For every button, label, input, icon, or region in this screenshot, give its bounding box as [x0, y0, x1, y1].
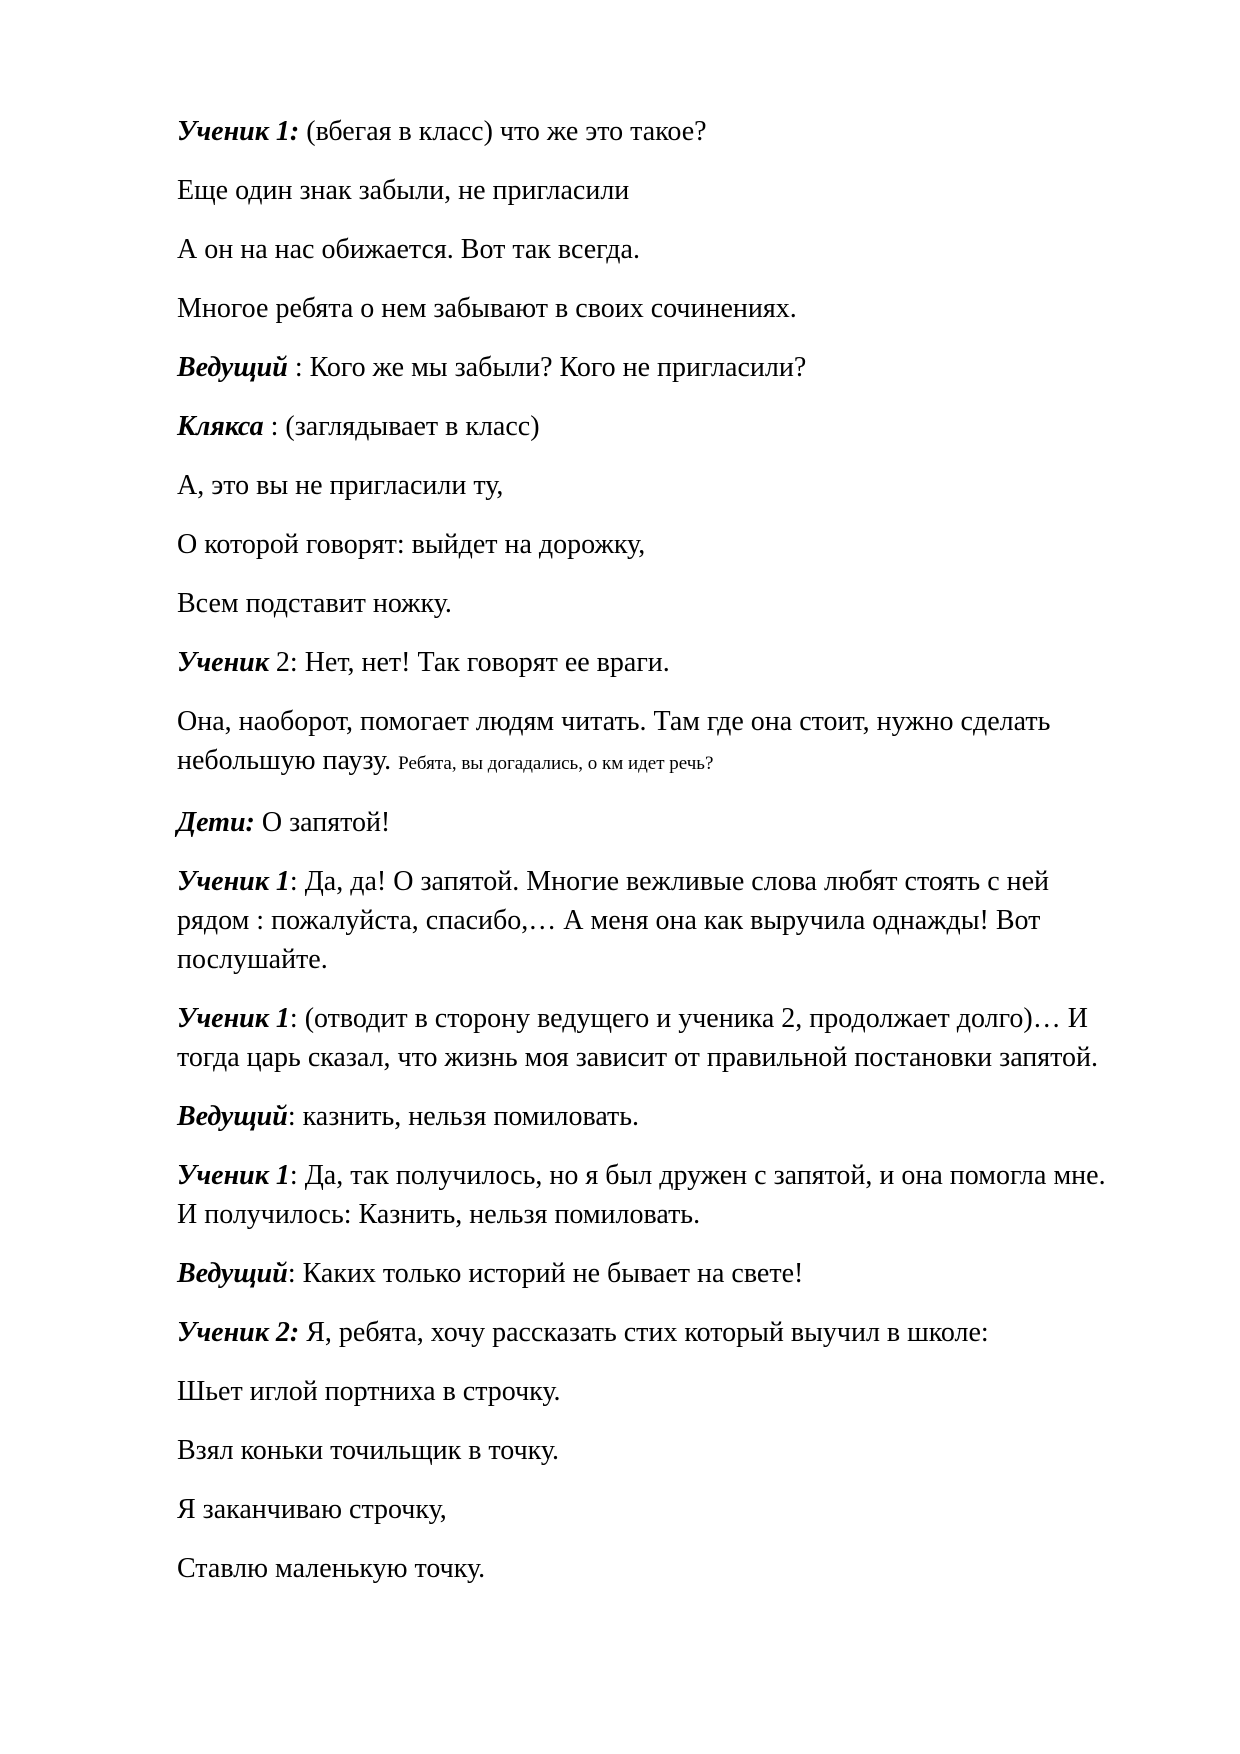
paragraph-text: Всем подставит ножку.	[177, 588, 452, 619]
paragraph-line: : (отводит в сторону ведущего и ученика 2, продолжает долго)… И	[289, 1003, 1088, 1034]
paragraph-text: Многое ребята о нем забывают в своих сочинениях.	[177, 293, 797, 324]
paragraph	[177, 1097, 1167, 1136]
paragraph	[177, 1431, 1167, 1470]
paragraph-text: О запятой!	[254, 807, 391, 838]
speaker-label: Клякса	[177, 411, 264, 442]
paragraph	[177, 289, 1167, 328]
paragraph	[177, 702, 1167, 783]
paragraph-line: тогда царь сказал, что жизнь моя зависит от правильной постановки запятой.	[177, 1042, 1098, 1073]
paragraph	[177, 230, 1167, 269]
paragraph-line: рядом : пожалуйста, спасибо,… А меня она как выручила однажды! Вот	[177, 905, 1041, 936]
paragraph-text: : казнить, нельзя помиловать.	[287, 1101, 640, 1132]
paragraph-text: Взял коньки точильщик в точку.	[177, 1435, 560, 1466]
paragraph-text: О которой говорят: выйдет на дорожку,	[177, 529, 646, 560]
speaker-label: Дети:	[177, 807, 255, 838]
paragraph	[177, 1549, 1167, 1588]
paragraph-text: Еще один знак забыли, не пригласили	[177, 175, 630, 206]
paragraph	[177, 584, 1167, 623]
speaker-label: Ученик 1	[177, 1003, 290, 1034]
speaker-label: Ученик 1:	[177, 116, 300, 147]
paragraph-line: послушайте.	[177, 944, 328, 975]
paragraph	[177, 643, 1167, 682]
speaker-label: Ведущий	[177, 1101, 288, 1132]
paragraph	[177, 803, 1167, 842]
speaker-label: Ведущий	[177, 352, 288, 383]
paragraph	[177, 466, 1167, 505]
paragraph	[177, 407, 1167, 446]
speaker-label: Ученик 2:	[177, 1317, 300, 1348]
paragraph-text: А, это вы не пригласили ту,	[177, 470, 504, 501]
paragraph	[177, 348, 1167, 387]
speaker-label: Ученик 1	[177, 1160, 290, 1191]
paragraph-text: 2: Нет, нет! Так говорят ее враги.	[268, 647, 670, 678]
paragraph	[177, 525, 1167, 564]
paragraph-text: : Кого же мы забыли? Кого не пригласили?	[287, 352, 807, 383]
paragraph-text: А он на нас обижается. Вот так всегда.	[177, 234, 640, 265]
paragraph-line: Она, наоборот, помогает людям читать. Там где она стоит, нужно сделать	[177, 706, 1051, 737]
paragraph-text: : Каких только историй не бывает на свете!	[287, 1258, 804, 1289]
paragraph-line: : Да, да! О запятой. Многие вежливые слова любят стоять с ней	[289, 866, 1050, 897]
paragraph-line: И получилось: Казнить, нельзя помиловать.	[177, 1199, 701, 1230]
speaker-label: Ученик 1	[177, 866, 290, 897]
paragraph	[177, 112, 1167, 151]
paragraph	[177, 999, 1167, 1077]
paragraph-line: : Да, так получилось, но я был дружен с запятой, и она помогла мне.	[289, 1160, 1106, 1191]
paragraph	[177, 1254, 1167, 1293]
paragraph-text: (вбегая в класс) что же это такое?	[299, 116, 707, 147]
paragraph-text: Шьет иглой портниха в строчку.	[177, 1376, 561, 1407]
paragraph	[177, 171, 1167, 210]
paragraph	[177, 862, 1167, 979]
paragraph-text: Я, ребята, хочу рассказать стих который выучил в школе:	[299, 1317, 989, 1348]
paragraph	[177, 1313, 1167, 1352]
small-text: Ребята, вы догадались, о км идет речь?	[398, 753, 714, 774]
paragraph-text: : (заглядывает в класс)	[263, 411, 540, 442]
speaker-label: Ведущий	[177, 1258, 288, 1289]
paragraph	[177, 1372, 1167, 1411]
paragraph	[177, 1490, 1167, 1529]
document-page	[177, 112, 1167, 1608]
paragraph-line: небольшую паузу.	[177, 745, 399, 776]
paragraph-text: Я заканчиваю строчку,	[177, 1494, 447, 1525]
paragraph-text: Ставлю маленькую точку.	[177, 1553, 486, 1584]
paragraph	[177, 1156, 1167, 1234]
speaker-label: Ученик	[177, 647, 269, 678]
